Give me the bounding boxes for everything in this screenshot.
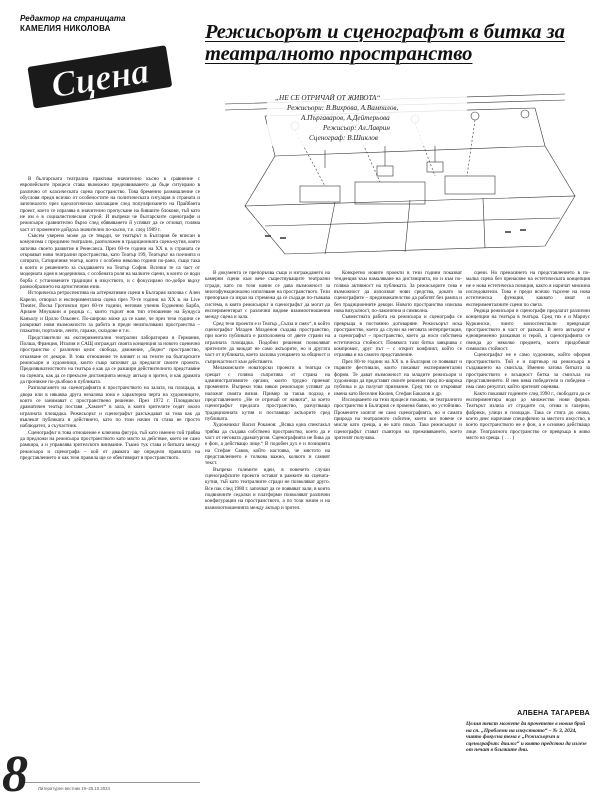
article-paragraph: Съвместната работа на режисьора и сценографа се превръща в постоянно договаряне. Режисьорът иска пространство, което да служи на неговата интерпретация, а сценографът – пространство, което да носи собствена естетическа стойност. Понякога тази битка завършва с компромис, друг път – с открит конфликт, който се отразява и на самото представление. — [334, 314, 462, 359]
publication-note: Целия текст можете да прочетете в новия брой на сп. „Проблеми на изкуството“ – № 3, 2024, чиято фокусна тема е „Режисьорът и сценографът: диалог“ и която предстои да излезе от печат в близките дни. — [466, 721, 587, 754]
sketch-platform — [445, 176, 495, 194]
sketch-caption-line: Режисьори: В.Вихрова, А.Вампилов, — [287, 104, 399, 112]
article-column-1 — [20, 176, 200, 762]
editor-name: КАМЕЛИЯ НИКОЛОВА — [20, 24, 111, 33]
sketch-caption-line: А.Пъргаваров, А.Дейтерьова — [301, 114, 390, 122]
sketch-caption-line: Режисьор: Ал.Лаврин — [323, 124, 390, 132]
article-column-2 — [205, 270, 330, 760]
sketch-seats — [265, 230, 526, 238]
print-date: Литературен вестник 19–25.10.2024 — [38, 786, 110, 791]
article-paragraph: Въпреки големите идеи, в повечето случаи сценографските проекти остават в рамките на сцената-кутия, тъй като театралните сгради не позволяват друго. Все пак след 1980 г. започват да се появяват зали, в които подвижните седалки и платформи позволяват различни конфигурации на пространството, а по този начин и на взаимоотношенията между актьор и зрител. — [205, 466, 330, 511]
sketch-caption-line: „НЕ СЕ ОТРИЧАЙ ОТ ЖИВОТА“ — [275, 94, 381, 102]
stage-sketch — [205, 86, 590, 264]
article-paragraph: Сред тези проекти е и Театър „Сълза и смях“, в който сценографът Младен Младенов създава пространство, при което публиката е разположена от двете страни на игралната площадка. Подобни решения позволяват зрителите да виждат не само актьорите, но и другата част от публиката, което засилва усещането за общност и съпричастност към действието. — [205, 320, 330, 365]
section-logo-graphic — [16, 40, 182, 112]
sketch-hanging-lines — [325, 144, 435, 168]
article-paragraph: Сценографът не е само художник, който оформя пространството. Той е и партньор на режисьора в създаването на смисъла. Именно затова битката за пространството е всъщност битка за смисъла на представлението. В нея няма победители и победени – има само резултат, който зрителят оценява. — [466, 352, 590, 391]
article-column-4 — [466, 270, 590, 704]
page-number: 8 — [2, 746, 28, 800]
editor-role: Редактор на страницата — [20, 14, 126, 23]
sketch-platform — [300, 186, 340, 202]
logo-text: Сцена — [48, 50, 152, 106]
article-paragraph: В българската театрална практика значително късно в сравнение с европейските процеси става възможно предизвикването да бъде ситуирано в различно от класическата сцена пространство. Това бременно размишление се обусловя преди всичко от особеностите на политическата ситуация в страната и започналото чрез идеологическо заплащане след популяризането на Прайбанта проект, което се изразява в значително пропускане на бившите блокови, тъй като не им е в социалистическия строй. И въпреки че българските сценографи и режисьори сравнително бързо след обявяването й успяват да се отзоват, голяма част от промените дойдоха значително по-късно, т.е. след 1989 г. — [20, 176, 200, 233]
sketch-floor-divisions — [325, 198, 485, 254]
article-paragraph: В документа се препоръчва също и изграждането на камерни сцени към вече съществуващите театрални сгради, като по този начин се дава възможност за многофункционално използване на пространството. Тези препоръки са израз на стремежа да се създаде по-гъвкава система, в която режисьорът и сценографът да могат да експериментират с различни видове взаимоотношения между сцена и зала. — [205, 270, 330, 321]
article-paragraph: Изследването на тези процеси показва, че театралното пространство в България се променя бавно, но устойчиво. Промените засягат не само сценографията, но и самата природа на театралното събитие, което все повече се мисли като среща, а не като показ. Така режисьорът и сценографът стават съавтори на преживяването, което зрителят получава. — [334, 396, 462, 441]
sketch-floor-line — [265, 218, 560, 226]
article-paragraph: Историческа ретроспектива на алтернативни сцени в България започва с Ален Карели, отворил и експериментална сцена през 70-те години на XX в. на Live Theater, Йоска Гротовски през 60-те години, неговия ученик Еудженио Барба, Ариане Мнушкин и редица с., които търсят нов тип отношение на Бундуса Каньолу и Цолло Ольонес. По-широко може да се каже, че през тези години се разкриват нови възможности за работа в преди неизползвани пространства – плакатни, портални, ленти, гаражи, складове и т.н. — [20, 290, 200, 335]
article-headline: Режисьорът и сценографът в битка за театралното пространство — [205, 21, 565, 65]
sketch-hanging-object — [377, 166, 393, 176]
sketch-spotlight — [521, 110, 529, 118]
article-paragraph: Както показват годините след 1990 г., свободата да се експериментира води до множество нови форми. Театърът излиза от сградите си, отива в галерии, фабрики, улици и площади. Така се стига до онова, което днес наричаме специфично за мястото изкуство, в което пространството не е фон, а е основно действащо лице. Театралното пространство се превръща в живо място на среща. ( . . . ) — [466, 390, 590, 441]
article-paragraph: сцени. Но пренасянето на представлението в по-малка сцена без пренасяне на естетическата концепция не е нова естетическа позиция, както я наричат мнозина изследователи. Това е преди всичко търсене на нова естетическа функция, каквато имат и експерименталните сцени по света. — [466, 270, 590, 308]
article-paragraph: Мелакомските новаторски проекти в театъра се срещат с голяма съпротива от страна на административните органи, които трудно приемат промените. Въпреки това някои режисьори успяват да наложат своята визия. Пример за такъв подход е представлението „Не се отричай от живота“, за което сценографът предлага пространство, разчупващо традиционната кутия и поставящо актьорите сред публиката. — [205, 365, 330, 422]
article-paragraph: Представители на експериментални театрални лаборатории в Германия, Полша, Франция, Италия и САЩ изграждат своята концепция за новото сценично пространство с различни цели: свобода, движение, „бедно“ пространство, отказване от декори. В това отношение те влияят и на тезите на българските режисьори и художници, които също започват да предлагат своите проекти. Предизвикателството на театъра е как да се разшири действителното представяне на сцената, как да се прекъсне дистанцията между актьор и зрител, и как драмата да проникне по-дълбоко в публиката. — [20, 334, 200, 385]
article-paragraph: Редица режисьори и сценографи предлагат различни концепции на театъра в театъра. Сред тях е и Мариус Куркински, чиито моноспектакли превръщат пространството в част от разказа. В него актьорът е едновременно разказвач и герой, а сценографията се свежда до няколко предмета, които придобиват символна стойност. — [466, 308, 590, 353]
sketch-hanging-object — [427, 162, 443, 172]
sketch-caption-line: Сценограф: В.Шиклов — [309, 134, 378, 142]
article-paragraph: Разполагането на сценографията в пространството на залата, на площада, в двора или в някаква друга незалова зона е характерна черта на художниците, които се занимават с пространствено решение. През 1972 г. Пловдивски драматичен театър поставя „Хамлет“ в зала, в която зрителите седят около игралната площадка. Режисьорът и сценографът разсъждават за това как да въвлекат публиката в действието, като по този начин тя става не просто наблюдател, а съучастник. — [20, 385, 200, 430]
article-author: АЛБЕНА ТАГАРЕВА — [517, 710, 590, 717]
article-paragraph: Съвсем уверено може да се твърди, че театърът в България бе вписан в комунизма с предимно театрално, разположен в традиционната сцена-кутия, която започва своето развитие в Ренесанса. През 60-те години на XX в. в страната се открояват нови театрални пространства, като Театър 199, Театърът на поезията и сатирата, Сатиричния театър, които с особено няколко години по-рано, също така в които и решението за създаването на Театър София. Всички те са част от модерната идея в модернизма, с особената роля на малките сцени, в които се води борба с установените традиции в изкуството, и с фокусирано по-добро върху разнообразието на артистичния език. — [20, 233, 200, 290]
article-paragraph: Сценографът в това отношение е ключова фигура, тъй като именно той трябва да предложи на режисьора пространството като място за действие, което не само рамкира, а и управлява зрителското внимание. Тъкмо тук става и битката между режисьора и сценографа – кой от двамата ще определи правилата на представлението и как тези правила ще се обективират в пространството. — [20, 429, 200, 462]
article-paragraph: През 80-те години на XX в. в България се появяват и първите фестивали, които показват експериментални форми. Те дават възможност на младите режисьори и художници да представят своите решения пред по-широка публика и да получат признание. Сред тях се открояват имена като Веселин Кюлев, Стефан Бакалов и др. — [334, 358, 462, 397]
article-column-3 — [334, 270, 462, 760]
sketch-spotlight — [471, 112, 479, 120]
footer-divider — [20, 782, 200, 783]
editor-credit — [20, 14, 200, 34]
stage-sketch-illustration — [205, 86, 590, 264]
article-paragraph: Художникът Васил Роканов: „Всяка една спектакъл трябва да създава собствено пространство, което да е част от неговата драматургия. Сценографията не бива да е фон, а действащо лице.“ В подобен дух е и позицията на Стефан Савов, който настоява, че мястото на представлението е толкова важно, колкото и самият текст. — [205, 422, 330, 467]
article-paragraph: Конкретно новите проекти в тези години показват тенденция към намаляване на дистанцията, но и към по-голяма активност на публиката. За режисьорите това е възможност да използват нови средства, докато за сценографите – предизвикателство да работят без рампа и без традиционните декори. Новото пространство изисква нова визуалност, по-лаконична и символна. — [334, 270, 462, 315]
section-logo — [16, 40, 182, 112]
